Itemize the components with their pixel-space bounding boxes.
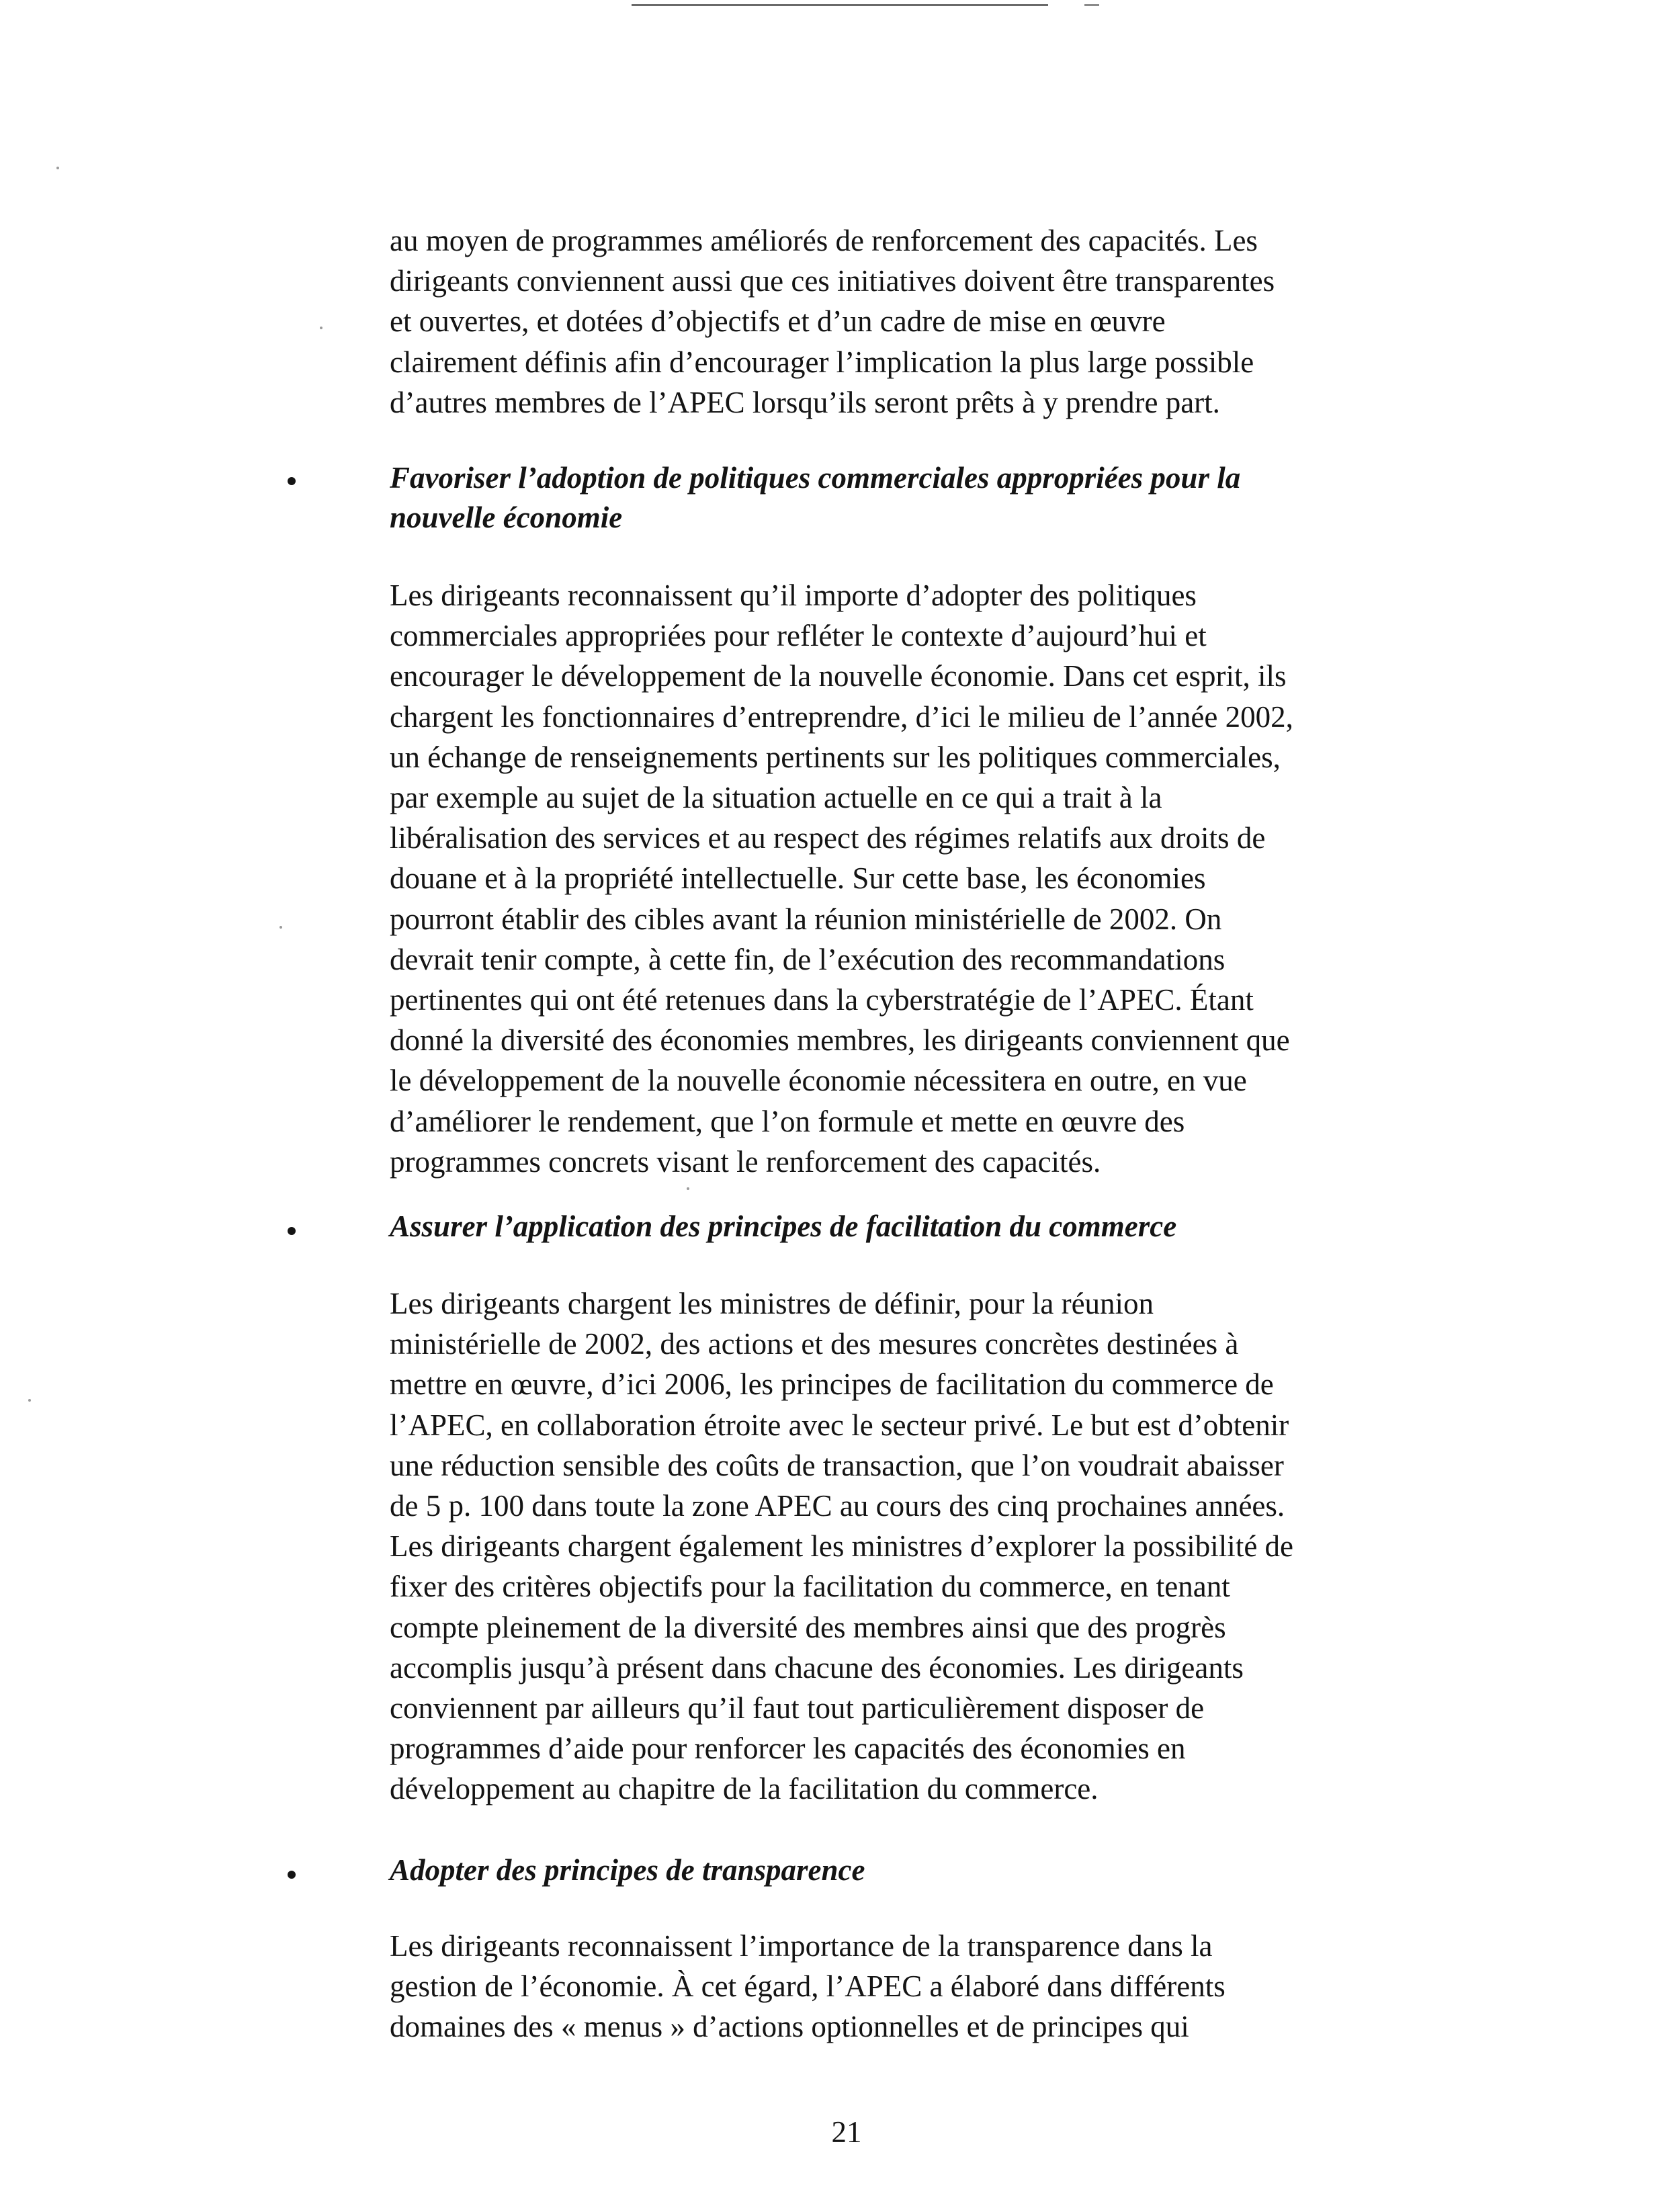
section-heading-transparency: Adopter des principes de transparence [390,1853,865,1887]
scan-speck [280,926,282,929]
paragraph-transparency: Les dirigeants reconnaissent l’importance de la transparence dans la gestion de l’économie. À cet égard, l’APEC a élaboré dans différents domaines des « menus » d’actions optionnelles et de principes qui [390,1929,1226,2044]
scan-speck [28,1399,31,1402]
section-heading-trade-facilitation: Assurer l’application des principes de facilitation du commerce [390,1209,1177,1243]
scan-speck [687,1187,689,1190]
section-heading-trade-policies: Favoriser l’adoption de politiques commerciales appropriées pour la nouvelle économie [390,461,1241,534]
bullet-icon [285,1224,298,1238]
paragraph-trade-facilitation: Les dirigeants chargent les ministres de définir, pour la réunion ministérielle de 2002, des actions et des mesures concrètes destinées à mettre en œuvre, d’ici 2006, les principes de facilitation du commerce de l’APEC, en collaboration étroite avec le secteur privé. Le but est d’obtenir une réduction sensible des coûts de transaction, que l’on voudrait abaisser de 5 p. 100 dans toute la zone APEC au cours des cinq prochaines années. Les dirigeants chargent également les ministres d’explorer la possibilité de fixer des critères objectifs pour la facilitation du commerce, en tenant compte pleinement de la diversité des membres ainsi que des progrès accomplis jusqu’à présent dans chacune des économies. Les dirigeants conviennent par ailleurs qu’il faut tout particulièrement disposer de programmes d’aide pour renforcer les capacités des économies en développement au chapitre de la facilitation du commerce. [390,1287,1294,1806]
bullet-icon [285,474,298,488]
paragraph-trade-policies: Les dirigeants reconnaissent qu’il importe d’adopter des politiques commerciales appropriées pour refléter le contexte d’aujourd’hui et encourager le développement de la nouvelle économie. Dans cet esprit, ils chargent les fonctionnaires d’entreprendre, d’ici le milieu de l’année 2002, un échange de renseignements pertinents sur les politiques commerciales, par exemple au sujet de la situation actuelle en ce qui a trait à la libéralisation des services et au respect des régimes relatifs aux droits de douane et à la propriété intellectuelle. Sur cette base, les économies pourront établir des cibles avant la réunion ministérielle de 2002. On devrait tenir compte, à cette fin, de l’exécution des recommandations pertinentes qui ont été retenues dans la cyberstratégie de l’APEC. Étant donné la diversité des économies membres, les dirigeants conviennent que le développement de la nouvelle économie nécessitera en outre, en vue d’améliorer le rendement, que l’on formule et mette en œuvre des programmes concrets visant le renforcement des capacités. [390,579,1293,1179]
scan-speck [56,167,59,169]
scan-speck [320,327,322,329]
top-rule [632,4,1048,6]
page-number: 21 [831,2115,862,2149]
top-rule-mark [1084,4,1099,6]
paragraph-intro: au moyen de programmes améliorés de renforcement des capacités. Les dirigeants conviennent aussi que ces initiatives doivent être transparentes et ouvertes, et dotées d’objectifs et d’un cadre de mise en œuvre clairement définis afin d’encourager l’implication la plus large possible d’autres membres de l’APEC lorsqu’ils seront prêts à y prendre part. [390,224,1275,419]
bullet-icon [285,1868,298,1881]
